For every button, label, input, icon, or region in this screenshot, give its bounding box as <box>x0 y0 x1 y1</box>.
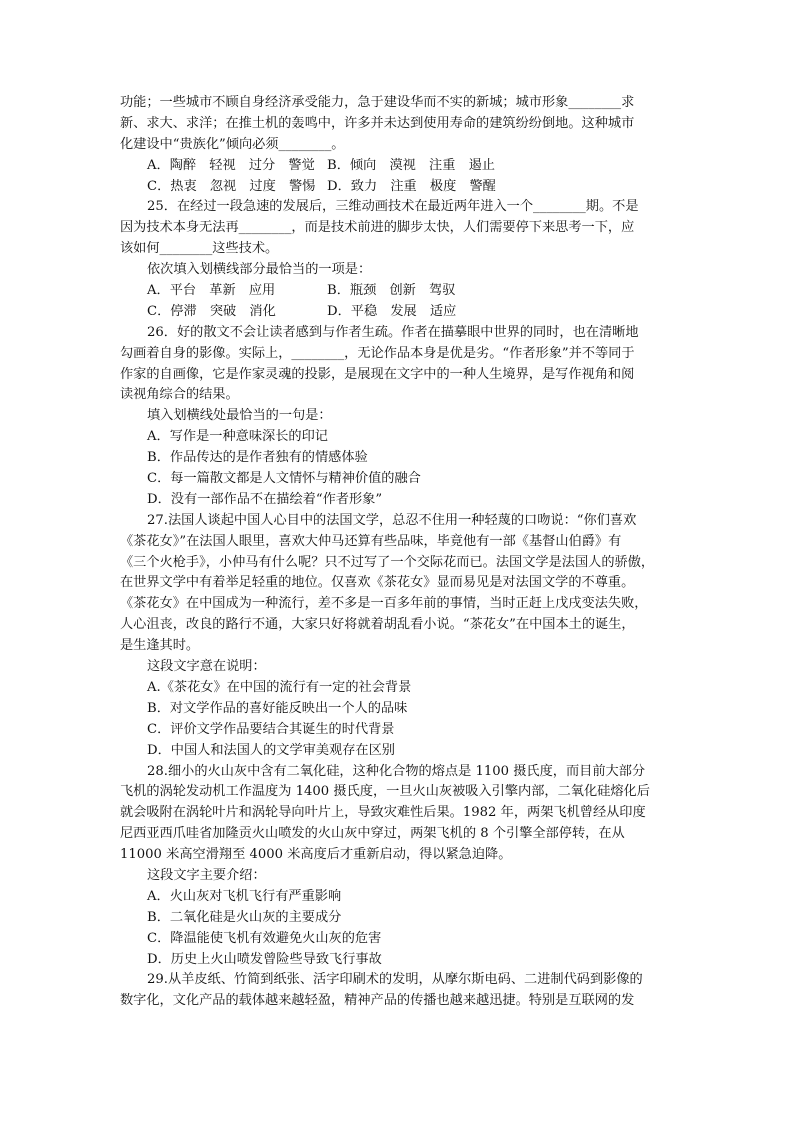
paragraph-line: 因为技术本身无法再________，而是技术前进的脚步太快，人们需要停下来思考一下，应 <box>120 220 635 236</box>
option-b: B．瓶颈 创新 驾驭 <box>327 283 456 299</box>
document-page <box>120 93 672 1012</box>
option-b: B．对文学作品的喜好能反映出一个人的品味 <box>147 700 408 716</box>
paragraph-line: 29.从羊皮纸、竹简到纸张、活字印刷术的发明，从摩尔斯电码、二进制代码到影像的 <box>147 972 643 988</box>
option-row <box>120 281 672 302</box>
paragraph-line: 《三个火枪手》，小仲马有什么呢？只不过写了一个交际花而已。法国文学是法国人的骄傲， <box>120 554 655 570</box>
paragraph-line: 勾画着自身的影像。实际上，________，无论作品本身是优是劣。“作者形象”并不等同于 <box>120 345 635 361</box>
paragraph-line: 27.法国人谈起中国人心目中的法国文学，总忍不住用一种轻蔑的口吻说：“你们喜欢 <box>147 512 637 528</box>
option-c: C．热衷 忽视 过度 警惕 <box>147 178 316 194</box>
question-24 <box>120 93 672 197</box>
paragraph-line: 《茶花女》在中国成为一种流行，差不多是一百多年前的事情，当时正赶上戊戌变法失败， <box>120 596 648 612</box>
paragraph-line: 《茶花女》”在法国人眼里，喜欢大仲马还算有些品味，毕竟他有一部《基督山伯爵》有 <box>120 533 622 549</box>
option-b: B．倾向 漠视 注重 遏止 <box>327 157 495 173</box>
paragraph-line: 读视角综合的结果。 <box>120 387 239 403</box>
paragraph-line: 化建设中“贵族化”倾向必须________。 <box>120 136 345 152</box>
question-prompt: 这段文字主要介绍： <box>147 867 266 883</box>
option-c: C．评价文学作品要结合其诞生的时代背景 <box>147 721 395 737</box>
question-prompt: 这段文字意在说明： <box>147 659 266 675</box>
option-b: B．二氧化硅是火山灰的主要成分 <box>147 909 342 925</box>
question-prompt: 填入划横线处最恰当的一句是： <box>147 408 332 424</box>
option-row <box>120 302 672 323</box>
option-a: A．火山灰对飞机飞行有严重影响 <box>147 888 342 904</box>
option-d: D．没有一部作品不在描绘着“作者形象” <box>147 491 383 507</box>
option-a: A．陶醉 轻视 过分 警觉 <box>147 157 315 173</box>
option-row <box>120 156 672 177</box>
paragraph-line: 是生逢其时。 <box>120 638 200 654</box>
paragraph-line: 飞机的涡轮发动机工作温度为 1400 摄氏度，一旦火山灰被吸入引擎内部，二氧化硅熔化后 <box>120 784 650 800</box>
question-25 <box>120 197 672 322</box>
paragraph-line: 25．在经过一段急速的发展后，三维动画技术在最近两年进入一个________期。不是 <box>147 199 639 215</box>
option-a: A．平台 革新 应用 <box>147 283 276 299</box>
option-row <box>120 177 672 198</box>
question-29 <box>120 970 672 1012</box>
paragraph-line: 在世界文学中有着举足轻重的地位。仅喜欢《茶花女》显而易见是对法国文学的不尊重。 <box>120 575 635 591</box>
paragraph-line: 作家的自画像，它是作家灵魂的投影，是展现在文字中的一种人生境界，是写作视角和阅 <box>120 366 635 382</box>
paragraph-line: 人心沮丧，改良的路行不通，大家只好将就着胡乱看小说。“茶花女”在中国本土的诞生， <box>120 617 635 633</box>
option-c: C．每一篇散文都是人文情怀与精神价值的融合 <box>147 471 421 487</box>
paragraph-line: 就会吸附在涡轮叶片和涡轮导向叶片上，导致灾难性后果。1982 年，两架飞机曾经从印度 <box>120 805 646 821</box>
paragraph-line: 新、求大、求洋；在推土机的轰鸣中，许多并未达到使用寿命的建筑纷纷倒地。这种城市 <box>120 115 635 131</box>
option-d: D．中国人和法国人的文学审美观存在区别 <box>147 742 395 758</box>
option-d: D．历史上火山喷发曾险些导致飞行事故 <box>147 951 382 967</box>
paragraph-line: 数字化，文化产品的载体越来越轻盈，精神产品的传播也越来越迅捷。特别是互联网的发 <box>120 993 635 1009</box>
option-d: D．致力 注重 极度 警醒 <box>327 178 496 194</box>
option-c: C．降温能使飞机有效避免火山灰的危害 <box>147 930 382 946</box>
paragraph-line: 28.细小的火山灰中含有二氧化硅，这种化合物的熔点是 1100 摄氏度，而目前大部分 <box>147 763 646 779</box>
paragraph-line: 该如何________这些技术。 <box>120 241 279 257</box>
question-28 <box>120 762 672 971</box>
question-prompt: 依次填入划横线部分最恰当的一项是： <box>147 262 372 278</box>
option-d: D．平稳 发展 适应 <box>327 303 457 319</box>
paragraph-line: 尼西亚西爪哇省加隆贡火山喷发的火山灰中穿过，两架飞机的 8 个引擎全部停转，在从 <box>120 826 625 842</box>
question-27 <box>120 511 672 762</box>
paragraph-line: 功能；一些城市不顾自身经济承受能力，急于建设华而不实的新城；城市形象________求 <box>120 95 635 110</box>
option-a: A.《茶花女》在中国的流行有一定的社会背景 <box>147 679 412 695</box>
paragraph-line: 11000 米高空滑翔至 4000 米高度后才重新启动，得以紧急迫降。 <box>120 847 512 863</box>
question-26 <box>120 323 672 511</box>
option-a: A．写作是一种意味深长的印记 <box>147 429 328 445</box>
option-c: C．停滞 突破 消化 <box>147 303 276 319</box>
paragraph-line: 26．好的散文不会让读者感到与作者生疏。作者在描摹眼中世界的同时，也在清晰地 <box>147 324 639 340</box>
option-b: B．作品传达的是作者独有的情感体验 <box>147 450 368 466</box>
